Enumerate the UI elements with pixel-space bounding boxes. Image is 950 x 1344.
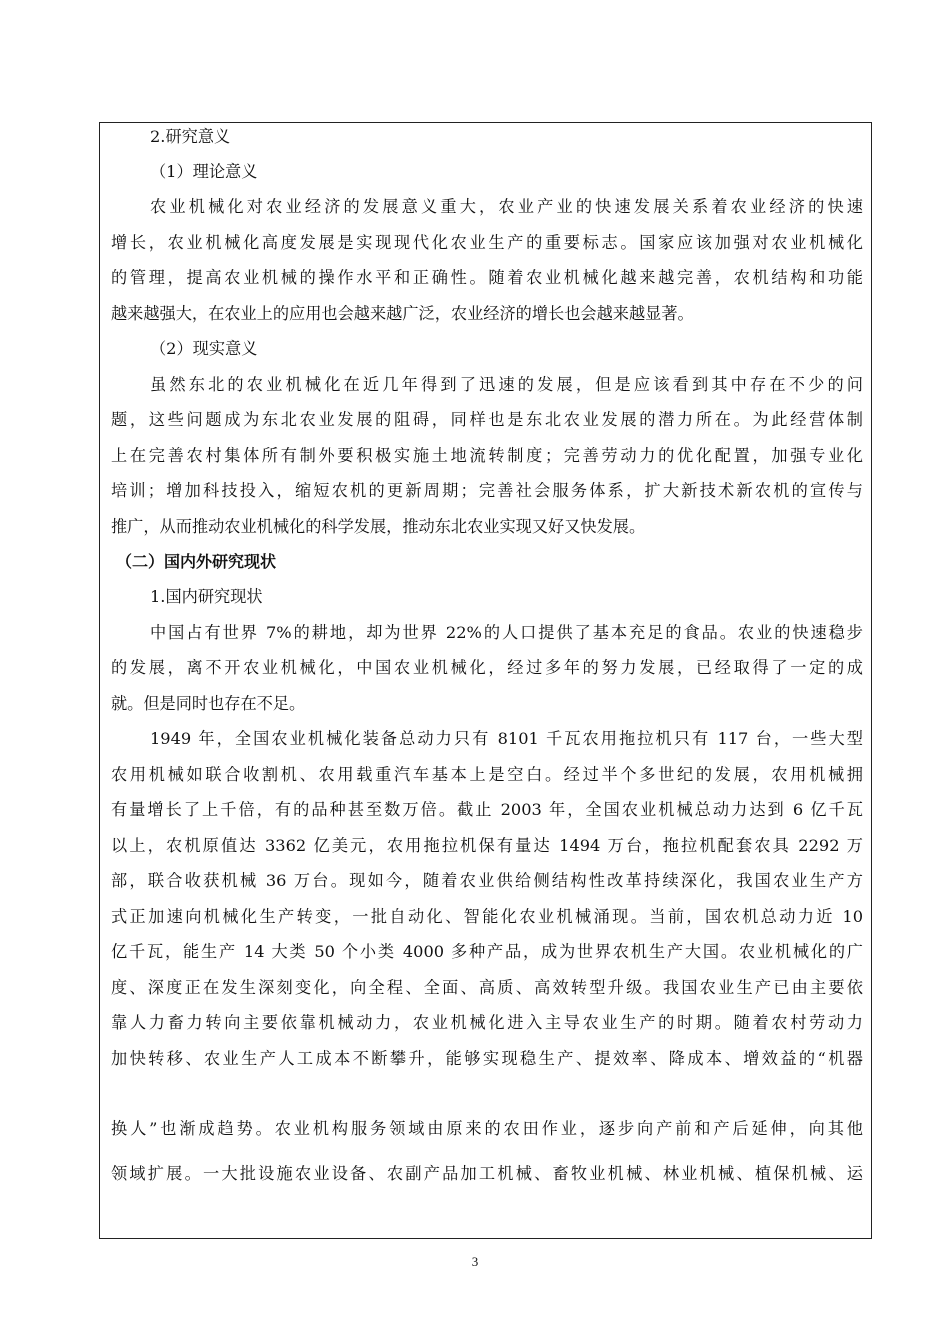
paragraph-line: 有量增长了上千倍，有的品种甚至数万倍。截止 2003 年，全国农业机械总动力达到 6 亿千瓦 [111,800,863,819]
content-table-border [99,122,872,1239]
paragraph-line: 题，这些问题成为东北农业发展的阻碍，同样也是东北农业发展的潜力所在。为此经营体制 [111,410,863,429]
paragraph-line: 靠人力畜力转向主要依靠机械动力，农业机械化进入主导农业生产的时期。随着农村劳动力 [111,1013,863,1032]
paragraph-line: 以上，农机原值达 3362 亿美元，农用拖拉机保有量达 1494 万台，拖拉机配套农具 2292 万 [111,836,863,855]
paragraph-line: 亿千瓦，能生产 14 大类 50 个小类 4000 多种产品，成为世界农机生产大国。农业机械化的广 [111,942,863,961]
subheading-practical-significance: （2）现实意义 [150,339,258,358]
paragraph-line: 换人”也渐成趋势。农业机构服务领域由原来的农田作业，逐步向产前和产后延伸，向其他 [111,1119,863,1138]
paragraph-line: 的发展，离不开农业机械化，中国农业机械化，经过多年的努力发展，已经取得了一定的成 [111,658,863,677]
paragraph-line: 式正加速向机械化生产转变，一批自动化、智能化农业机械涌现。当前，国农机总动力近 10 [111,907,863,926]
subheading-domestic-status: 1.国内研究现状 [150,587,263,606]
paragraph-line: 部，联合收获机械 36 万台。现如今，随着农业供给侧结构性改革持续深化，我国农业生产方 [111,871,863,890]
paragraph-line: 培训；增加科技投入，缩短农机的更新周期；完善社会服务体系，扩大新技术新农机的宣传与 [111,481,863,500]
paragraph-line: 增长，农业机械化高度发展是实现现代化农业生产的重要标志。国家应该加强对农业机械化 [111,233,863,252]
paragraph-line: 农用机械如联合收割机、农用载重汽车基本上是空白。经过半个多世纪的发展，农用机械拥 [111,765,863,784]
paragraph-line: 推广，从而推动农业机械化的科学发展，推动东北农业实现又好又快发展。 [111,517,646,536]
paragraph-line: 农业机械化对农业经济的发展意义重大，农业产业的快速发展关系着农业经济的快速 [150,197,863,216]
paragraph-line: 就。但是同时也存在不足。 [111,694,306,713]
subheading-theoretical-significance: （1）理论意义 [150,162,258,181]
paragraph-line: 越来越强大，在农业上的应用也会越来越广泛，农业经济的增长也会越来越显著。 [111,304,694,323]
page-number: 3 [471,1254,479,1269]
paragraph-line: 中国占有世界 7%的耕地，却为世界 22%的人口提供了基本充足的食品。农业的快速稳步 [150,623,863,642]
paragraph-line: 加快转移、农业生产人工成本不断攀升，能够实现稳生产、提效率、降成本、增效益的“机器 [111,1049,863,1068]
paragraph-line: 1949 年，全国农业机械化装备总动力只有 8101 千瓦农用拖拉机只有 117 台，一些大型 [150,729,863,748]
section-heading-research-significance: 2.研究意义 [150,127,231,146]
paragraph-line: 领域扩展。一大批设施农业设备、农副产品加工机械、畜牧业机械、林业机械、植保机械、运 [111,1164,863,1183]
paragraph-line: 虽然东北的农业机械化在近几年得到了迅速的发展，但是应该看到其中存在不少的问 [150,375,863,394]
paragraph-line: 度、深度正在发生深刻变化，向全程、全面、高质、高效转型升级。我国农业生产已由主要依 [111,978,863,997]
section-heading-research-status: （二）国内外研究现状 [116,552,277,571]
paragraph-line: 的管理，提高农业机械的操作水平和正确性。随着农业机械化越来越完善，农机结构和功能 [111,268,863,287]
paragraph-line: 上在完善农村集体所有制外要积极实施土地流转制度；完善劳动力的优化配置，加强专业化 [111,446,863,465]
